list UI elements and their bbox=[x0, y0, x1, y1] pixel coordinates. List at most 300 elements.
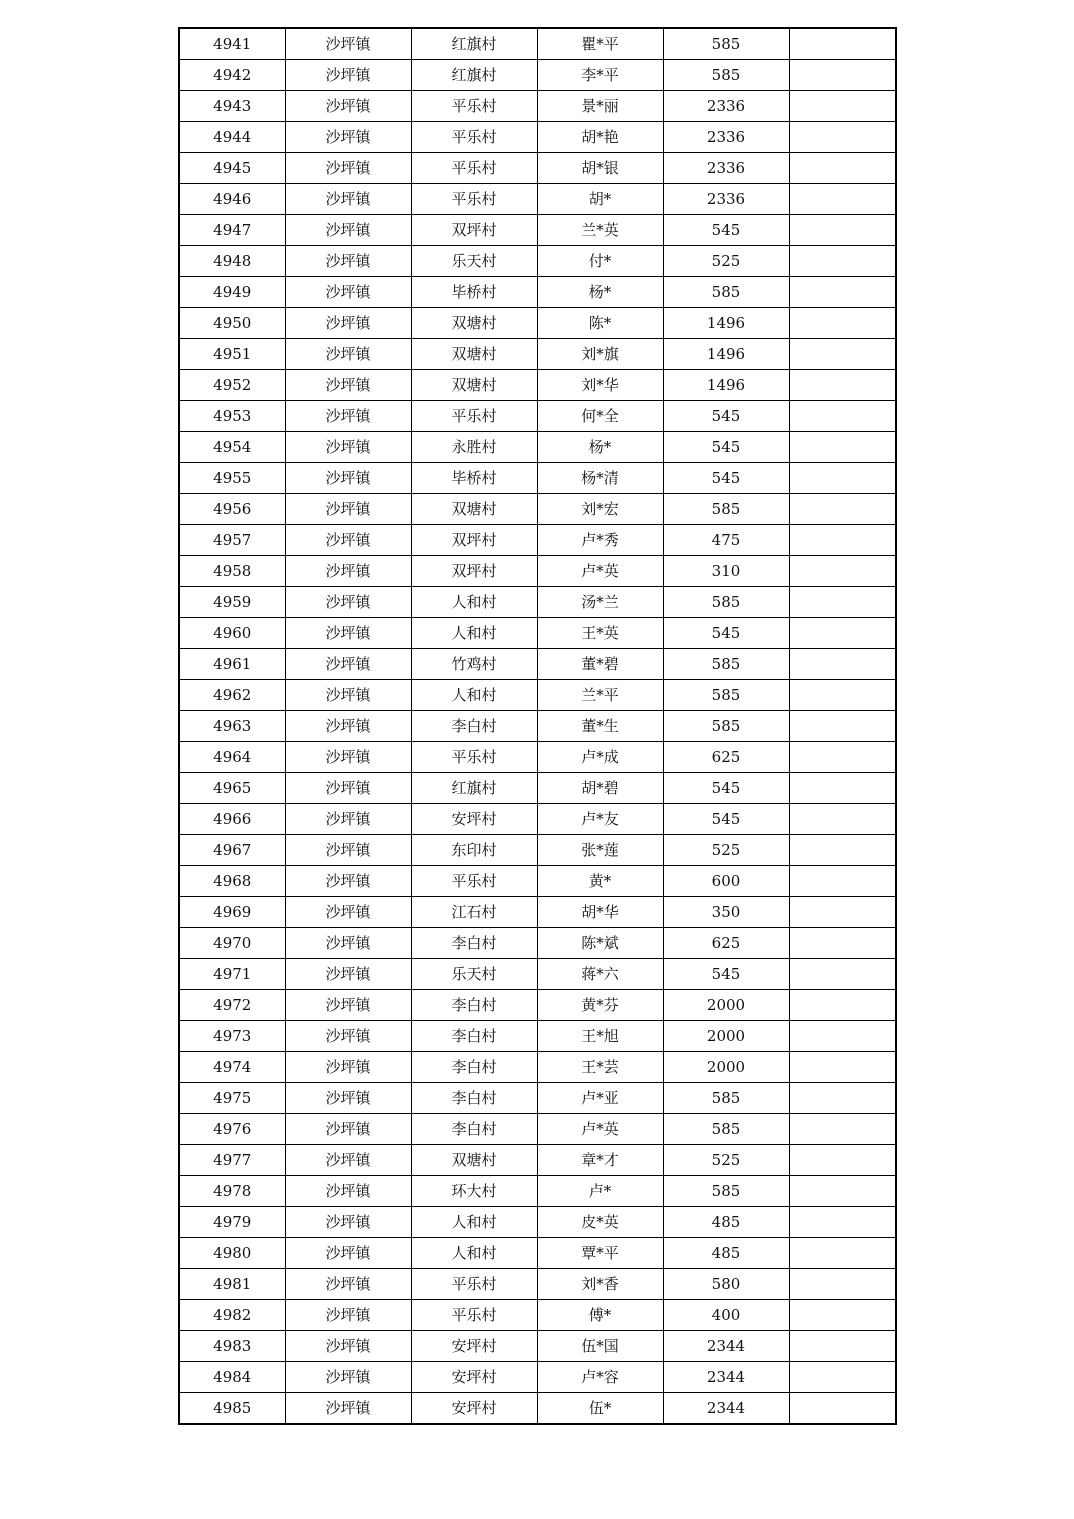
amount-cell: 585 bbox=[663, 277, 789, 308]
remark-cell bbox=[789, 153, 896, 184]
amount-cell: 585 bbox=[663, 494, 789, 525]
village-cell: 平乐村 bbox=[411, 91, 537, 122]
name-cell: 蒋*六 bbox=[537, 959, 663, 990]
table-row bbox=[179, 928, 896, 959]
village-cell: 人和村 bbox=[411, 587, 537, 618]
amount-cell: 585 bbox=[663, 649, 789, 680]
village-cell: 平乐村 bbox=[411, 742, 537, 773]
town-cell: 沙坪镇 bbox=[285, 835, 411, 866]
amount-cell: 585 bbox=[663, 1114, 789, 1145]
remark-cell bbox=[789, 277, 896, 308]
row-number-cell: 4945 bbox=[179, 153, 285, 184]
remark-cell bbox=[789, 618, 896, 649]
table-row bbox=[179, 525, 896, 556]
table-row bbox=[179, 494, 896, 525]
row-number-cell: 4970 bbox=[179, 928, 285, 959]
table-row bbox=[179, 897, 896, 928]
amount-cell: 2344 bbox=[663, 1331, 789, 1362]
town-cell: 沙坪镇 bbox=[285, 587, 411, 618]
row-number-cell: 4942 bbox=[179, 60, 285, 91]
amount-cell: 2344 bbox=[663, 1393, 789, 1425]
town-cell: 沙坪镇 bbox=[285, 91, 411, 122]
row-number-cell: 4948 bbox=[179, 246, 285, 277]
amount-cell: 1496 bbox=[663, 370, 789, 401]
row-number-cell: 4980 bbox=[179, 1238, 285, 1269]
town-cell: 沙坪镇 bbox=[285, 184, 411, 215]
village-cell: 乐天村 bbox=[411, 246, 537, 277]
remark-cell bbox=[789, 556, 896, 587]
table-row bbox=[179, 711, 896, 742]
amount-cell: 625 bbox=[663, 928, 789, 959]
row-number-cell: 4977 bbox=[179, 1145, 285, 1176]
remark-cell bbox=[789, 401, 896, 432]
village-cell: 永胜村 bbox=[411, 432, 537, 463]
village-cell: 平乐村 bbox=[411, 122, 537, 153]
row-number-cell: 4955 bbox=[179, 463, 285, 494]
town-cell: 沙坪镇 bbox=[285, 215, 411, 246]
remark-cell bbox=[789, 866, 896, 897]
amount-cell: 580 bbox=[663, 1269, 789, 1300]
remark-cell bbox=[789, 184, 896, 215]
town-cell: 沙坪镇 bbox=[285, 277, 411, 308]
remark-cell bbox=[789, 804, 896, 835]
row-number-cell: 4964 bbox=[179, 742, 285, 773]
remark-cell bbox=[789, 1331, 896, 1362]
table-row bbox=[179, 122, 896, 153]
remark-cell bbox=[789, 1114, 896, 1145]
name-cell: 王*旭 bbox=[537, 1021, 663, 1052]
village-cell: 江石村 bbox=[411, 897, 537, 928]
village-cell: 红旗村 bbox=[411, 28, 537, 60]
village-cell: 平乐村 bbox=[411, 401, 537, 432]
village-cell: 平乐村 bbox=[411, 153, 537, 184]
village-cell: 平乐村 bbox=[411, 1300, 537, 1331]
remark-cell bbox=[789, 308, 896, 339]
remark-cell bbox=[789, 835, 896, 866]
row-number-cell: 4963 bbox=[179, 711, 285, 742]
name-cell: 卢*容 bbox=[537, 1362, 663, 1393]
amount-cell: 2000 bbox=[663, 1021, 789, 1052]
amount-cell: 585 bbox=[663, 587, 789, 618]
town-cell: 沙坪镇 bbox=[285, 556, 411, 587]
village-cell: 毕桥村 bbox=[411, 463, 537, 494]
town-cell: 沙坪镇 bbox=[285, 804, 411, 835]
name-cell: 王*英 bbox=[537, 618, 663, 649]
table-row bbox=[179, 804, 896, 835]
town-cell: 沙坪镇 bbox=[285, 432, 411, 463]
amount-cell: 350 bbox=[663, 897, 789, 928]
amount-cell: 525 bbox=[663, 246, 789, 277]
row-number-cell: 4958 bbox=[179, 556, 285, 587]
remark-cell bbox=[789, 1300, 896, 1331]
row-number-cell: 4952 bbox=[179, 370, 285, 401]
village-cell: 人和村 bbox=[411, 680, 537, 711]
town-cell: 沙坪镇 bbox=[285, 1083, 411, 1114]
table-row bbox=[179, 1238, 896, 1269]
name-cell: 覃*平 bbox=[537, 1238, 663, 1269]
table-row bbox=[179, 773, 896, 804]
name-cell: 董*碧 bbox=[537, 649, 663, 680]
amount-cell: 2344 bbox=[663, 1362, 789, 1393]
amount-cell: 545 bbox=[663, 401, 789, 432]
remark-cell bbox=[789, 91, 896, 122]
remark-cell bbox=[789, 525, 896, 556]
amount-cell: 485 bbox=[663, 1238, 789, 1269]
name-cell: 刘*旗 bbox=[537, 339, 663, 370]
town-cell: 沙坪镇 bbox=[285, 339, 411, 370]
amount-cell: 2000 bbox=[663, 990, 789, 1021]
village-cell: 红旗村 bbox=[411, 773, 537, 804]
table-body bbox=[179, 28, 896, 1424]
table-row bbox=[179, 215, 896, 246]
row-number-cell: 4966 bbox=[179, 804, 285, 835]
name-cell: 李*平 bbox=[537, 60, 663, 91]
remark-cell bbox=[789, 1052, 896, 1083]
table-row bbox=[179, 1393, 896, 1425]
remark-cell bbox=[789, 1238, 896, 1269]
row-number-cell: 4960 bbox=[179, 618, 285, 649]
remark-cell bbox=[789, 432, 896, 463]
table-row bbox=[179, 618, 896, 649]
village-cell: 双坪村 bbox=[411, 215, 537, 246]
table-row bbox=[179, 1114, 896, 1145]
table-row bbox=[179, 742, 896, 773]
town-cell: 沙坪镇 bbox=[285, 1021, 411, 1052]
name-cell: 卢*成 bbox=[537, 742, 663, 773]
village-cell: 双塘村 bbox=[411, 339, 537, 370]
village-cell: 人和村 bbox=[411, 1207, 537, 1238]
remark-cell bbox=[789, 680, 896, 711]
name-cell: 胡*艳 bbox=[537, 122, 663, 153]
amount-cell: 600 bbox=[663, 866, 789, 897]
town-cell: 沙坪镇 bbox=[285, 773, 411, 804]
amount-cell: 585 bbox=[663, 680, 789, 711]
village-cell: 平乐村 bbox=[411, 866, 537, 897]
table-row bbox=[179, 680, 896, 711]
row-number-cell: 4985 bbox=[179, 1393, 285, 1425]
amount-cell: 585 bbox=[663, 60, 789, 91]
village-cell: 李白村 bbox=[411, 1083, 537, 1114]
remark-cell bbox=[789, 1393, 896, 1425]
amount-cell: 2336 bbox=[663, 91, 789, 122]
name-cell: 杨* bbox=[537, 277, 663, 308]
table-row bbox=[179, 339, 896, 370]
name-cell: 张*莲 bbox=[537, 835, 663, 866]
village-cell: 安坪村 bbox=[411, 1393, 537, 1425]
amount-cell: 310 bbox=[663, 556, 789, 587]
row-number-cell: 4979 bbox=[179, 1207, 285, 1238]
row-number-cell: 4953 bbox=[179, 401, 285, 432]
name-cell: 陈*斌 bbox=[537, 928, 663, 959]
table-row bbox=[179, 1331, 896, 1362]
table-row bbox=[179, 91, 896, 122]
town-cell: 沙坪镇 bbox=[285, 122, 411, 153]
table-row bbox=[179, 432, 896, 463]
table-row bbox=[179, 1300, 896, 1331]
table-row bbox=[179, 866, 896, 897]
row-number-cell: 4984 bbox=[179, 1362, 285, 1393]
amount-cell: 2000 bbox=[663, 1052, 789, 1083]
village-cell: 双塘村 bbox=[411, 494, 537, 525]
remark-cell bbox=[789, 897, 896, 928]
row-number-cell: 4975 bbox=[179, 1083, 285, 1114]
row-number-cell: 4971 bbox=[179, 959, 285, 990]
town-cell: 沙坪镇 bbox=[285, 1393, 411, 1425]
amount-cell: 585 bbox=[663, 711, 789, 742]
name-cell: 胡*碧 bbox=[537, 773, 663, 804]
row-number-cell: 4951 bbox=[179, 339, 285, 370]
amount-cell: 2336 bbox=[663, 184, 789, 215]
name-cell: 兰*平 bbox=[537, 680, 663, 711]
table-row bbox=[179, 990, 896, 1021]
town-cell: 沙坪镇 bbox=[285, 1052, 411, 1083]
name-cell: 黄*芬 bbox=[537, 990, 663, 1021]
row-number-cell: 4967 bbox=[179, 835, 285, 866]
row-number-cell: 4974 bbox=[179, 1052, 285, 1083]
amount-cell: 1496 bbox=[663, 339, 789, 370]
table-row bbox=[179, 1083, 896, 1114]
amount-cell: 545 bbox=[663, 215, 789, 246]
remark-cell bbox=[789, 649, 896, 680]
town-cell: 沙坪镇 bbox=[285, 246, 411, 277]
village-cell: 安坪村 bbox=[411, 804, 537, 835]
remark-cell bbox=[789, 1145, 896, 1176]
amount-cell: 545 bbox=[663, 804, 789, 835]
table-row bbox=[179, 1145, 896, 1176]
village-cell: 乐天村 bbox=[411, 959, 537, 990]
row-number-cell: 4946 bbox=[179, 184, 285, 215]
name-cell: 胡* bbox=[537, 184, 663, 215]
table-row bbox=[179, 1207, 896, 1238]
village-cell: 毕桥村 bbox=[411, 277, 537, 308]
town-cell: 沙坪镇 bbox=[285, 308, 411, 339]
remark-cell bbox=[789, 215, 896, 246]
table-row bbox=[179, 401, 896, 432]
row-number-cell: 4943 bbox=[179, 91, 285, 122]
remark-cell bbox=[789, 1083, 896, 1114]
name-cell: 杨*清 bbox=[537, 463, 663, 494]
remark-cell bbox=[789, 1362, 896, 1393]
amount-cell: 2336 bbox=[663, 122, 789, 153]
name-cell: 兰*英 bbox=[537, 215, 663, 246]
village-cell: 李白村 bbox=[411, 1021, 537, 1052]
row-number-cell: 4982 bbox=[179, 1300, 285, 1331]
village-cell: 双坪村 bbox=[411, 556, 537, 587]
name-cell: 黄* bbox=[537, 866, 663, 897]
amount-cell: 475 bbox=[663, 525, 789, 556]
row-number-cell: 4947 bbox=[179, 215, 285, 246]
remark-cell bbox=[789, 463, 896, 494]
table-row bbox=[179, 28, 896, 60]
amount-cell: 545 bbox=[663, 618, 789, 649]
row-number-cell: 4949 bbox=[179, 277, 285, 308]
row-number-cell: 4962 bbox=[179, 680, 285, 711]
village-cell: 双塘村 bbox=[411, 1145, 537, 1176]
row-number-cell: 4959 bbox=[179, 587, 285, 618]
town-cell: 沙坪镇 bbox=[285, 1176, 411, 1207]
data-table bbox=[178, 27, 897, 1425]
village-cell: 人和村 bbox=[411, 618, 537, 649]
row-number-cell: 4969 bbox=[179, 897, 285, 928]
town-cell: 沙坪镇 bbox=[285, 1114, 411, 1145]
remark-cell bbox=[789, 1176, 896, 1207]
town-cell: 沙坪镇 bbox=[285, 1238, 411, 1269]
name-cell: 卢*友 bbox=[537, 804, 663, 835]
town-cell: 沙坪镇 bbox=[285, 680, 411, 711]
row-number-cell: 4972 bbox=[179, 990, 285, 1021]
remark-cell bbox=[789, 28, 896, 60]
village-cell: 双塘村 bbox=[411, 308, 537, 339]
village-cell: 平乐村 bbox=[411, 1269, 537, 1300]
remark-cell bbox=[789, 339, 896, 370]
table-row bbox=[179, 1362, 896, 1393]
name-cell: 付* bbox=[537, 246, 663, 277]
name-cell: 杨* bbox=[537, 432, 663, 463]
town-cell: 沙坪镇 bbox=[285, 153, 411, 184]
name-cell: 董*生 bbox=[537, 711, 663, 742]
town-cell: 沙坪镇 bbox=[285, 742, 411, 773]
town-cell: 沙坪镇 bbox=[285, 959, 411, 990]
table-row bbox=[179, 370, 896, 401]
remark-cell bbox=[789, 742, 896, 773]
town-cell: 沙坪镇 bbox=[285, 928, 411, 959]
town-cell: 沙坪镇 bbox=[285, 1145, 411, 1176]
town-cell: 沙坪镇 bbox=[285, 525, 411, 556]
row-number-cell: 4983 bbox=[179, 1331, 285, 1362]
village-cell: 李白村 bbox=[411, 1114, 537, 1145]
name-cell: 傅* bbox=[537, 1300, 663, 1331]
village-cell: 东印村 bbox=[411, 835, 537, 866]
remark-cell bbox=[789, 711, 896, 742]
row-number-cell: 4973 bbox=[179, 1021, 285, 1052]
town-cell: 沙坪镇 bbox=[285, 28, 411, 60]
row-number-cell: 4968 bbox=[179, 866, 285, 897]
town-cell: 沙坪镇 bbox=[285, 494, 411, 525]
row-number-cell: 4957 bbox=[179, 525, 285, 556]
table-row bbox=[179, 463, 896, 494]
table-row bbox=[179, 60, 896, 91]
town-cell: 沙坪镇 bbox=[285, 463, 411, 494]
amount-cell: 1496 bbox=[663, 308, 789, 339]
row-number-cell: 4954 bbox=[179, 432, 285, 463]
village-cell: 李白村 bbox=[411, 990, 537, 1021]
town-cell: 沙坪镇 bbox=[285, 1362, 411, 1393]
name-cell: 瞿*平 bbox=[537, 28, 663, 60]
table-row bbox=[179, 1269, 896, 1300]
table-row bbox=[179, 1021, 896, 1052]
remark-cell bbox=[789, 1021, 896, 1052]
town-cell: 沙坪镇 bbox=[285, 1331, 411, 1362]
name-cell: 卢*英 bbox=[537, 556, 663, 587]
town-cell: 沙坪镇 bbox=[285, 1300, 411, 1331]
remark-cell bbox=[789, 990, 896, 1021]
amount-cell: 585 bbox=[663, 1176, 789, 1207]
table-row bbox=[179, 587, 896, 618]
name-cell: 景*丽 bbox=[537, 91, 663, 122]
amount-cell: 2336 bbox=[663, 153, 789, 184]
remark-cell bbox=[789, 1207, 896, 1238]
table-row bbox=[179, 246, 896, 277]
name-cell: 卢*英 bbox=[537, 1114, 663, 1145]
name-cell: 伍* bbox=[537, 1393, 663, 1425]
table-row bbox=[179, 308, 896, 339]
name-cell: 王*芸 bbox=[537, 1052, 663, 1083]
amount-cell: 525 bbox=[663, 1145, 789, 1176]
row-number-cell: 4944 bbox=[179, 122, 285, 153]
name-cell: 胡*华 bbox=[537, 897, 663, 928]
village-cell: 李白村 bbox=[411, 928, 537, 959]
remark-cell bbox=[789, 122, 896, 153]
amount-cell: 625 bbox=[663, 742, 789, 773]
amount-cell: 545 bbox=[663, 463, 789, 494]
row-number-cell: 4950 bbox=[179, 308, 285, 339]
table-row bbox=[179, 959, 896, 990]
name-cell: 卢*秀 bbox=[537, 525, 663, 556]
remark-cell bbox=[789, 370, 896, 401]
village-cell: 环大村 bbox=[411, 1176, 537, 1207]
name-cell: 卢*亚 bbox=[537, 1083, 663, 1114]
row-number-cell: 4976 bbox=[179, 1114, 285, 1145]
table-row bbox=[179, 1176, 896, 1207]
name-cell: 刘*华 bbox=[537, 370, 663, 401]
table-row bbox=[179, 184, 896, 215]
amount-cell: 585 bbox=[663, 1083, 789, 1114]
remark-cell bbox=[789, 1269, 896, 1300]
town-cell: 沙坪镇 bbox=[285, 866, 411, 897]
village-cell: 平乐村 bbox=[411, 184, 537, 215]
table-row bbox=[179, 1052, 896, 1083]
table-row bbox=[179, 277, 896, 308]
village-cell: 双坪村 bbox=[411, 525, 537, 556]
town-cell: 沙坪镇 bbox=[285, 370, 411, 401]
name-cell: 刘*香 bbox=[537, 1269, 663, 1300]
town-cell: 沙坪镇 bbox=[285, 649, 411, 680]
remark-cell bbox=[789, 928, 896, 959]
town-cell: 沙坪镇 bbox=[285, 711, 411, 742]
name-cell: 何*全 bbox=[537, 401, 663, 432]
village-cell: 人和村 bbox=[411, 1238, 537, 1269]
table-row bbox=[179, 649, 896, 680]
village-cell: 李白村 bbox=[411, 711, 537, 742]
name-cell: 伍*国 bbox=[537, 1331, 663, 1362]
name-cell: 刘*宏 bbox=[537, 494, 663, 525]
row-number-cell: 4941 bbox=[179, 28, 285, 60]
remark-cell bbox=[789, 246, 896, 277]
name-cell: 章*才 bbox=[537, 1145, 663, 1176]
row-number-cell: 4961 bbox=[179, 649, 285, 680]
remark-cell bbox=[789, 60, 896, 91]
table-row bbox=[179, 835, 896, 866]
row-number-cell: 4978 bbox=[179, 1176, 285, 1207]
row-number-cell: 4981 bbox=[179, 1269, 285, 1300]
town-cell: 沙坪镇 bbox=[285, 618, 411, 649]
name-cell: 皮*英 bbox=[537, 1207, 663, 1238]
row-number-cell: 4956 bbox=[179, 494, 285, 525]
town-cell: 沙坪镇 bbox=[285, 990, 411, 1021]
remark-cell bbox=[789, 773, 896, 804]
village-cell: 红旗村 bbox=[411, 60, 537, 91]
village-cell: 竹鸡村 bbox=[411, 649, 537, 680]
row-number-cell: 4965 bbox=[179, 773, 285, 804]
village-cell: 安坪村 bbox=[411, 1362, 537, 1393]
table-row bbox=[179, 153, 896, 184]
amount-cell: 585 bbox=[663, 28, 789, 60]
town-cell: 沙坪镇 bbox=[285, 60, 411, 91]
amount-cell: 485 bbox=[663, 1207, 789, 1238]
amount-cell: 545 bbox=[663, 959, 789, 990]
name-cell: 陈* bbox=[537, 308, 663, 339]
amount-cell: 545 bbox=[663, 432, 789, 463]
